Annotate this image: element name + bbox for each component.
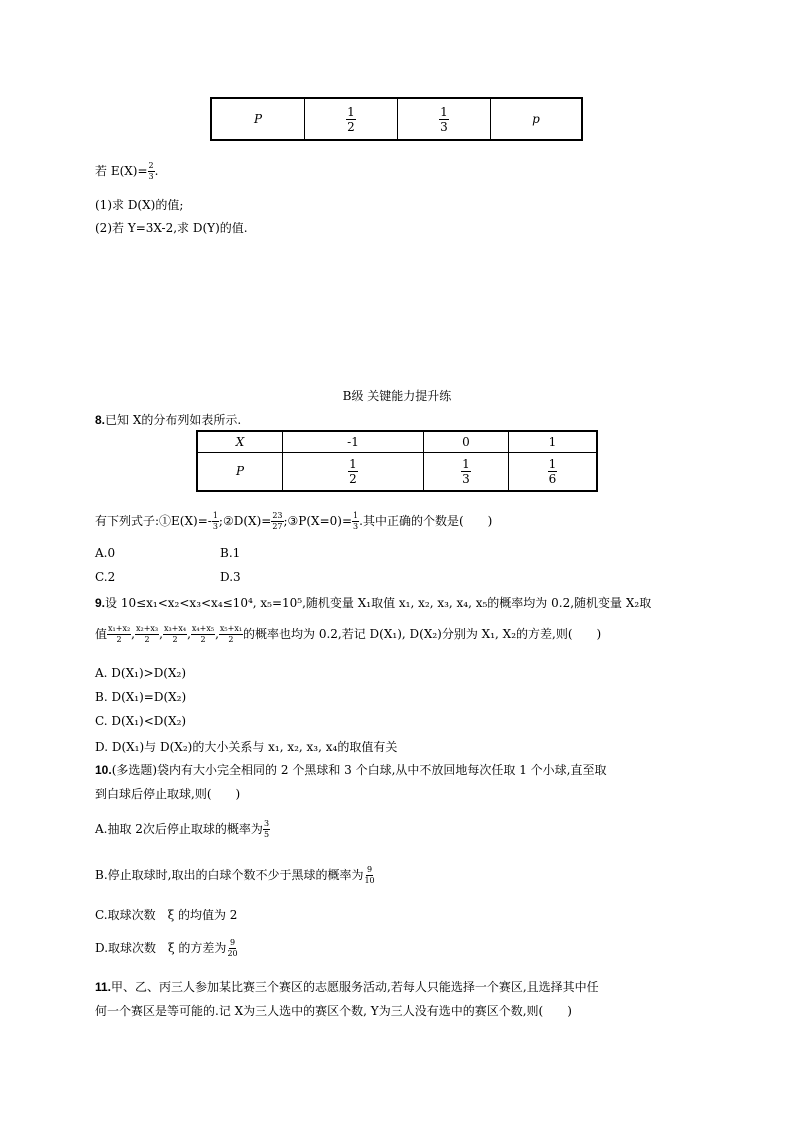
q9-option-d: D. D(X₁)与 D(X₂)的大小关系与 x₁, x₂, x₃, x₄的取值有关 [95, 740, 398, 754]
q8-statements: 有下列式子:①E(X)=- $\frac{1}{3}$ ;②D(X)= $\frac{23}{27}$ ;③P(X=0)= $\frac{1}{3}$ .其中正确的个数是( ) [95, 511, 493, 531]
q9-option-a: A. D(X₁)>D(X₂) [95, 666, 187, 680]
table-cell: $\frac{1}{2}$ [283, 452, 424, 490]
table-header-cell: X [198, 432, 283, 452]
q7-part2: (2)若 Y=3X-2,求 D(Y)的值. [95, 221, 248, 235]
q9-option-b: B. D(X₁)=D(X₂) [95, 690, 187, 704]
table-cell: p [491, 99, 582, 139]
table-header-cell: 0 [424, 432, 509, 452]
q9-option-c: C. D(X₁)<D(X₂) [95, 714, 187, 728]
q8-stem: 8.已知 X的分布列如表所示. [95, 413, 242, 427]
q9-stem-line2: 值 $\frac{\text{x₁+x₂}}{2}$ , $\frac{\text{x₂+x₃}}{2}$ , $\frac{\text{x₃+x₄}}{2}$ , $\frac{\text{x₄+x₅}}{2}$ , $\frac{\text{x₅+x₁}}{2}$ 的概率也均为 0.2,若记 D(X₁), D(X₂)分别为 X₁, X₂的方差,则( ) [95, 624, 602, 644]
table-cell: $\frac{1}{6}$ [509, 452, 597, 490]
q11-stem-line1: 11.甲、乙、丙三人参加某比赛三个赛区的志愿服务活动,若每人只能选择一个赛区,且选择其中任 [95, 980, 599, 994]
table-cell: P [253, 112, 263, 126]
q7-given: 若 E(X)= $\frac{2}{3}$ . [95, 161, 159, 181]
q10-option-a: A.抽取 2次后停止取球的概率为 $\frac{3}{5}$ [95, 819, 270, 839]
q7-part1: (1)求 D(X)的值; [95, 198, 184, 212]
table-cell: P [235, 464, 245, 479]
q8-option-c: C.2 [95, 570, 116, 584]
q8-option-a: A.0 [95, 546, 116, 560]
table-header-cell: -1 [283, 432, 424, 452]
q10-stem-line2: 到白球后停止取球,则( ) [95, 787, 241, 801]
q10-option-b: B.停止取球时,取出的白球个数不少于黑球的概率为 $\frac{9}{10}$ [95, 865, 375, 885]
table-header-cell: 1 [509, 432, 597, 452]
table-cell: $\frac{1}{2}$ [305, 99, 398, 139]
q10-option-d: D.取球次数 ξ 的方差为 $\frac{9}{20}$ [95, 938, 238, 958]
distribution-table-top-grid [212, 99, 581, 139]
q9-stem-line1: 9.设 10≤x₁<x₂<x₃<x₄≤10⁴, x₅=10⁵,随机变量 X₁取值 x₁, x₂, x₃, x₄, x₅的概率均为 0.2,随机变量 X₂取 [95, 596, 652, 610]
section-title: B级 关键能力提升练 [342, 389, 452, 403]
table-cell: $\frac{1}{3}$ [398, 99, 491, 139]
q8-option-d: D.3 [220, 570, 241, 584]
table-cell: $\frac{1}{3}$ [424, 452, 509, 490]
q11-stem-line2: 何一个赛区是等可能的.记 X为三人选中的赛区个数, Y为三人没有选中的赛区个数,则( ) [95, 1004, 572, 1018]
q8-distribution-table-grid [198, 432, 596, 490]
q10-option-c: C.取球次数 ξ 的均值为 2 [95, 908, 238, 922]
q10-stem-line1: 10.(多选题)袋内有大小完全相同的 2 个黑球和 3 个白球,从中不放回地每次任取 1 个小球,直至取 [95, 763, 607, 777]
q8-option-b: B.1 [220, 546, 241, 560]
